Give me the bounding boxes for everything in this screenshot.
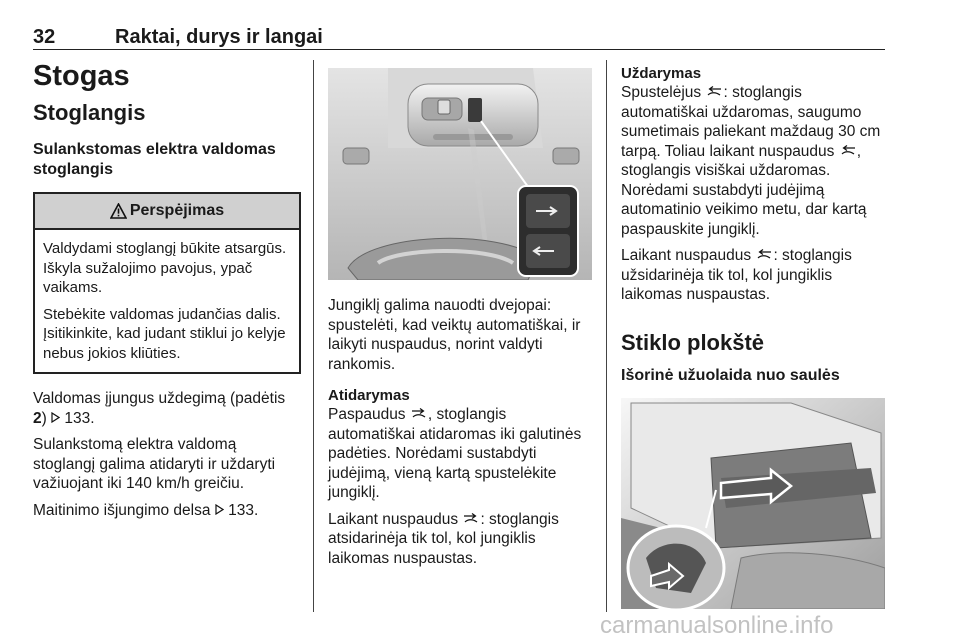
sunshade-photo — [621, 398, 885, 609]
paragraph-speed: Sulankstomą elektra valdomą stoglangį galima atidaryti ir uždaryti važiuojant iki 140 km/h greičiu. — [33, 436, 276, 492]
text: : stoglangis automatiškai uždaromas, saugumo sumetimais paliekant maždaug 30 cm tarpą. Toliau laikant nuspaudus — [621, 84, 881, 160]
text: 133. — [223, 501, 259, 519]
page-header — [33, 24, 885, 50]
column-1 — [33, 60, 301, 520]
sunroof-open-icon — [410, 407, 428, 419]
paragraph-ignition — [33, 389, 301, 428]
page-reference-arrow-icon — [215, 504, 224, 515]
text: Paspaudus — [328, 406, 410, 423]
section-heading-stiklo-plokste: Stiklo plokštė — [621, 329, 765, 355]
sunroof-close-icon — [755, 248, 773, 260]
text: ) — [41, 409, 52, 427]
subheading-isorine-uzuolaida: Išorinė užuolaida nuo saulės — [621, 366, 840, 384]
page-number: 32 — [33, 26, 56, 48]
overhead-console-photo — [328, 68, 592, 280]
text: Valdomas įjungus uždegimą (padėtis — [33, 390, 286, 407]
watermark: carmanualsonline.info — [600, 612, 834, 639]
text: , stoglangis automatiškai atidaromas iki galutinės padėties. Norėdami sustabdyti judėjimą, vieną kartą spustelėkite jungiklį. — [328, 406, 582, 501]
subheading-uzdarymas: Uždarymas — [621, 65, 702, 82]
subheading-sulankstomas: Sulankstomas elektra valdomas stoglangis — [33, 141, 276, 178]
warning-text-1: Valdydami stoglangį būkite atsargūs. Iškyla sužalojimo pavojus, ypač vaikams. — [43, 240, 287, 296]
page-reference-arrow-icon — [51, 412, 60, 423]
text: Spustelėjus — [621, 84, 706, 101]
warning-body — [35, 230, 299, 372]
column-divider-left — [313, 60, 314, 612]
bold-position: 2 — [33, 409, 42, 427]
paragraph-switch-modes: Jungiklį galima nauodti dvejopai: spustelėti, kad veiktų automatiškai, ir laikyti nuspaudus, norint valdyti rankomis. — [328, 297, 581, 373]
column-3 — [621, 60, 885, 609]
paragraph-open-manual — [328, 510, 592, 569]
text: , stoglangis visiškai uždaromas. Norėdami sustabdyti judėjimą automatinio veikimo metu, dar kartą paspauskite jungiklį. — [621, 142, 867, 238]
warning-title: Perspėjimas — [129, 202, 225, 219]
overhead-console-illustration — [328, 68, 592, 280]
text: Maitinimo išjungimo delsa — [33, 501, 215, 519]
paragraph-open-auto — [328, 405, 592, 503]
sunroof-open-icon — [462, 512, 480, 524]
text: : stoglangis užsidarinėja tik tol, kol jungiklis laikomas nuspaustas. — [621, 247, 852, 303]
section-heading-stogas: Stogas — [33, 60, 130, 92]
column-2 — [328, 60, 592, 568]
text: Laikant nuspaudus — [328, 510, 463, 528]
paragraph-power-delay — [33, 501, 301, 521]
text: Laikant nuspaudus — [621, 247, 756, 264]
subheading-stoglangis: Stoglangis — [33, 100, 146, 125]
header-rule — [33, 49, 885, 50]
column-divider-right — [606, 60, 607, 612]
paragraph-close-manual — [621, 246, 885, 305]
sunshade-illustration — [621, 398, 885, 609]
warning-text-2: Stebėkite valdomas judančias dalis. Įsitikinkite, kad judant stiklui jo kelyje nebus jokios kliūties. — [43, 305, 286, 362]
text: 133. — [60, 409, 95, 427]
chapter-title: Raktai, durys ir langai — [115, 26, 323, 48]
subheading-atidarymas: Atidarymas — [328, 387, 410, 404]
sunroof-close-icon — [705, 85, 723, 97]
text: : stoglangis atsidarinėja tik tol, kol jungiklis laikomas nuspaustas. — [328, 510, 559, 567]
warning-box — [33, 192, 301, 374]
paragraph-close-auto — [621, 83, 885, 239]
warning-header — [35, 194, 299, 230]
sunroof-close-icon — [839, 144, 857, 156]
warning-triangle-icon — [110, 203, 127, 219]
